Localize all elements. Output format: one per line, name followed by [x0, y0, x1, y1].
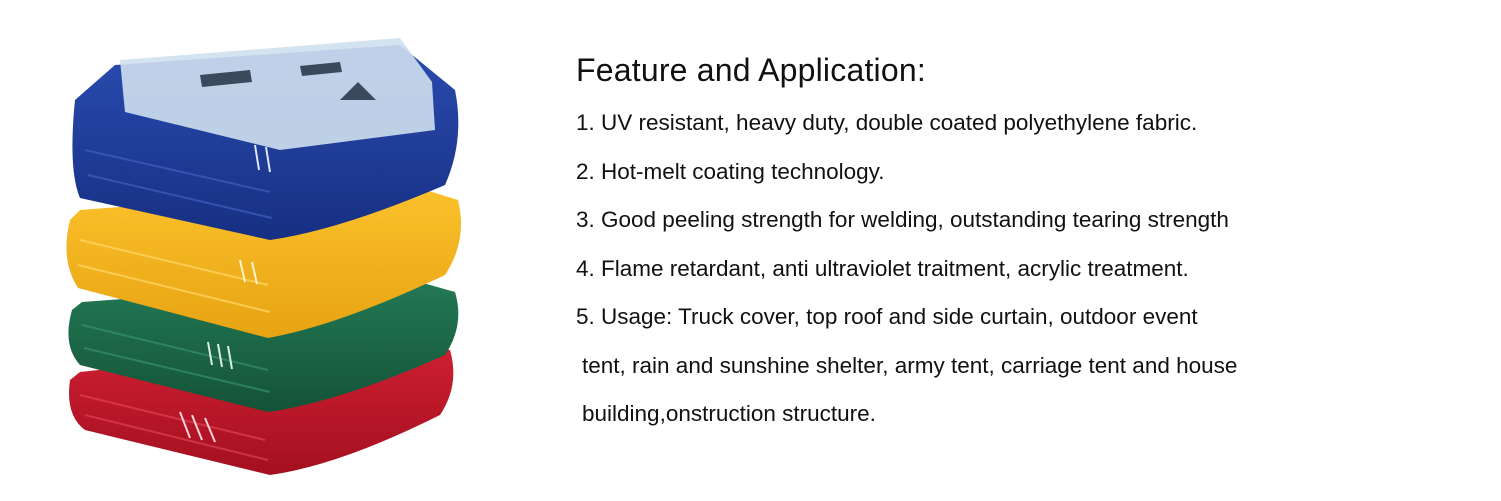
feature-item: 4. Flame retardant, anti ultraviolet traitment, acrylic treatment. [576, 255, 1189, 281]
feature-item-continuation: tent, rain and sunshine shelter, army tent, carriage tent and house [582, 352, 1238, 378]
feature-item: 2. Hot-melt coating technology. [576, 158, 885, 184]
tarpaulin-stack-image [40, 20, 500, 490]
feature-item: 1. UV resistant, heavy duty, double coated polyethylene fabric. [576, 110, 1198, 135]
feature-item: 3. Good peeling strength for welding, outstanding tearing strength [576, 207, 1229, 232]
feature-item: 5. Usage: Truck cover, top roof and side curtain, outdoor event [576, 304, 1198, 329]
feature-section [576, 52, 1476, 439]
feature-title: Feature and Application: [576, 52, 926, 88]
feature-item-continuation: building,onstruction structure. [582, 401, 876, 426]
